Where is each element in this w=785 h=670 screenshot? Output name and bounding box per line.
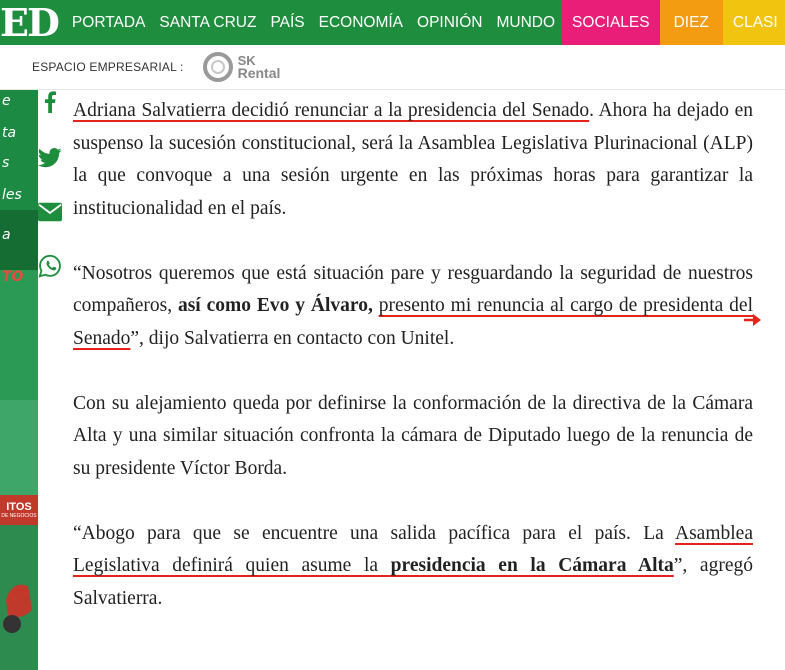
- bold-text: así como Evo y Álvaro,: [177, 295, 373, 316]
- paragraph-text: “Nosotros queremos que está situación pare y resguardando la seguridad de nuestros compañeros,: [73, 262, 753, 316]
- sk-logo-icon: [202, 51, 234, 83]
- ad-text-5: a: [2, 227, 11, 243]
- article-paragraph-1: [73, 95, 753, 225]
- facebook-icon: [43, 91, 57, 113]
- share-facebook-button[interactable]: [38, 90, 62, 114]
- nav-item-clasificados[interactable]: CLASI: [723, 0, 785, 45]
- whatsapp-icon: [38, 253, 62, 279]
- nav-items: [58, 0, 785, 45]
- ad-text-6: TO: [2, 269, 24, 285]
- twitter-icon: [38, 148, 62, 168]
- nav-item-sociales[interactable]: SOCIALES: [562, 0, 660, 45]
- article-paragraph-3: Con su alejamiento queda por definirse la conformación de la directiva de la Cámara Alta y una similar situación confronta la cámara de Diputado luego de la renuncia de su presidente Víctor Borda.: [73, 392, 753, 479]
- ad-text-2: ta: [2, 125, 17, 141]
- sponsor-bar: [0, 45, 785, 90]
- share-whatsapp-button[interactable]: [38, 254, 62, 278]
- annotation-arrow-icon: [744, 312, 762, 328]
- paragraph-text: “Abogo para que se encuentre una salida pacífica para el país. La: [73, 522, 676, 544]
- nav-item-santa-cruz[interactable]: SANTA CRUZ: [159, 13, 257, 31]
- paragraph-text: ”, dijo Salvatierra en contacto con Unitel.: [130, 327, 455, 349]
- article-paragraph-4: [73, 518, 753, 616]
- sponsor-logo-bottom: Rental: [237, 65, 281, 81]
- ad-badge-subtext: DE NEGOCIOS: [1, 513, 37, 519]
- underlined-text: presento mi renuncia al cargo de presidenta del Senado: [73, 295, 754, 349]
- sponsor-label: ESPACIO EMPRESARIAL :: [32, 60, 184, 74]
- ad-badge: [0, 495, 38, 525]
- sponsor-logo-top: SK: [237, 53, 256, 68]
- article-body: [73, 95, 753, 648]
- ad-text-1: e: [2, 93, 11, 109]
- nav-item-pais[interactable]: PAÍS: [270, 13, 305, 31]
- share-twitter-button[interactable]: [38, 146, 62, 170]
- paragraph-text: . Ahora ha dejado en suspenso la sucesión constitucional, será la Asamblea Legislativa Plurinacional (ALP) la que convoque a una sesión urgente en las próximas horas para garantizar la institucionalidad en el país.: [73, 100, 753, 219]
- ad-text-4: les: [2, 187, 22, 203]
- ad-badge-text: ITOS: [6, 501, 32, 513]
- site-logo[interactable]: ED: [0, 0, 58, 45]
- sponsor-logo-text: [238, 54, 281, 80]
- ad-text-3: s: [2, 155, 10, 171]
- top-nav: [0, 0, 785, 45]
- underlined-text: Adriana Salvatierra decidió renunciar a la presidencia del Senado: [73, 100, 590, 121]
- nav-item-portada[interactable]: PORTADA: [71, 13, 146, 31]
- nav-item-mundo[interactable]: MUNDO: [496, 13, 556, 31]
- share-email-button[interactable]: [38, 200, 62, 224]
- side-ad[interactable]: [0, 90, 38, 670]
- article-paragraph-2: [73, 258, 753, 356]
- nav-item-diez[interactable]: DIEZ: [660, 0, 723, 45]
- sponsor-logo[interactable]: [202, 51, 281, 83]
- paragraph-text: ”, agregó Salvatierra.: [73, 555, 753, 609]
- underlined-text: Asamblea Legislativa definirá quien asume la: [73, 522, 753, 576]
- ad-scooter-icon: [2, 560, 36, 640]
- underlined-bold-text: presidencia en la Cámara Alta: [390, 555, 674, 576]
- nav-item-opinion[interactable]: OPINIÓN: [417, 13, 483, 31]
- email-icon: [38, 202, 62, 222]
- nav-item-economia[interactable]: ECONOMÍA: [318, 13, 404, 31]
